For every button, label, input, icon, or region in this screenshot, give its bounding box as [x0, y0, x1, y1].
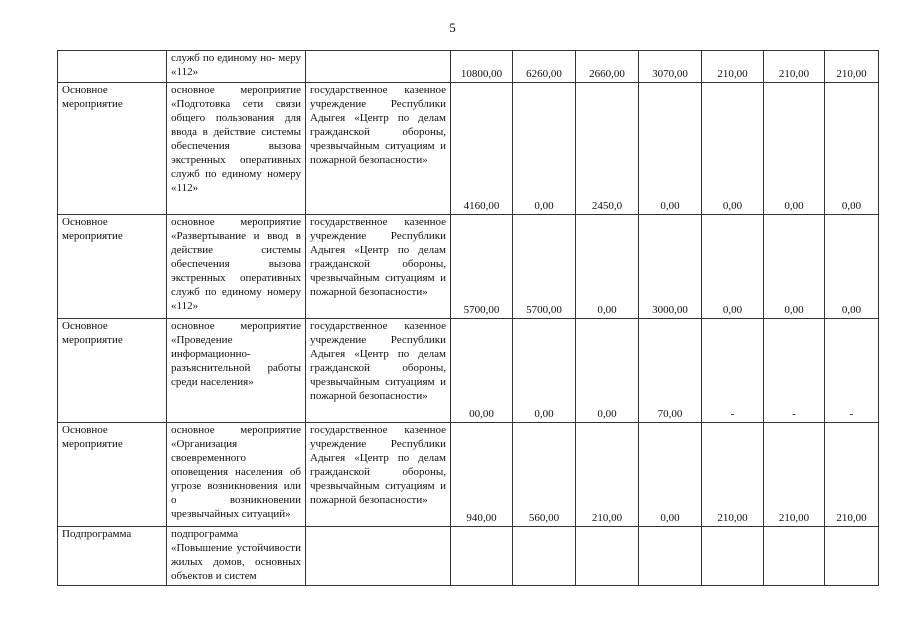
row-value-cell: - — [702, 319, 764, 423]
table-row — [58, 51, 879, 83]
row-executor-cell: государственное казенное учреждение Республики Адыгея «Центр по делам гражданской обороны, чрезвычайным ситуациям и пожарной безопасности» — [306, 423, 451, 527]
table-row — [58, 215, 879, 319]
row-value-cell: 2450,0 — [576, 83, 639, 215]
row-value-cell — [576, 527, 639, 586]
row-value-cell: 5700,00 — [451, 215, 513, 319]
row-value-cell: 10800,00 — [451, 51, 513, 83]
row-value-cell: - — [825, 319, 879, 423]
row-description-cell: основное мероприятие «Развертывание и ввод в действие системы обеспечения вызова экстренных оперативных служб по единому номеру «112» — [167, 215, 306, 319]
row-value-cell: 210,00 — [825, 423, 879, 527]
row-description-cell: основное мероприятие «Организация своевременного оповещения населения об угрозе возникновения или о возникновении чрезвычайных ситуаций» — [167, 423, 306, 527]
row-value-cell: 940,00 — [451, 423, 513, 527]
row-value-cell — [702, 527, 764, 586]
row-description-cell: подпрограмма «Повышение устойчивости жилых домов, основных объектов и систем — [167, 527, 306, 586]
row-type-cell: Подпрограмма — [58, 527, 167, 586]
row-type-cell: Основное мероприятие — [58, 423, 167, 527]
table-row — [58, 319, 879, 423]
row-value-cell: 6260,00 — [513, 51, 576, 83]
row-executor-cell — [306, 51, 451, 83]
row-type-cell: Основное мероприятие — [58, 83, 167, 215]
row-value-cell: 0,00 — [639, 423, 702, 527]
row-executor-cell — [306, 527, 451, 586]
row-type-cell: Основное мероприятие — [58, 215, 167, 319]
row-value-cell: 560,00 — [513, 423, 576, 527]
row-value-cell: 70,00 — [639, 319, 702, 423]
row-value-cell: 210,00 — [702, 423, 764, 527]
row-value-cell: 210,00 — [576, 423, 639, 527]
row-value-cell: 0,00 — [513, 83, 576, 215]
row-value-cell: 210,00 — [825, 51, 879, 83]
row-description-cell: основное мероприятие «Подготовка сети связи общего пользования для ввода в действие системы обеспечения вызова экстренных оперативных служб по единому номеру «112» — [167, 83, 306, 215]
row-value-cell: 3000,00 — [639, 215, 702, 319]
row-value-cell: 0,00 — [702, 83, 764, 215]
row-value-cell: 00,00 — [451, 319, 513, 423]
row-value-cell — [825, 527, 879, 586]
row-description-cell: основное мероприятие «Проведение информационно-разъяснительной работы среди населения» — [167, 319, 306, 423]
row-value-cell: 3070,00 — [639, 51, 702, 83]
row-value-cell: - — [764, 319, 825, 423]
table-body — [58, 51, 879, 586]
row-value-cell: 0,00 — [825, 215, 879, 319]
row-value-cell: 0,00 — [639, 83, 702, 215]
row-value-cell: 5700,00 — [513, 215, 576, 319]
table-row — [58, 423, 879, 527]
page-number: 5 — [449, 20, 456, 35]
row-value-cell: 0,00 — [764, 83, 825, 215]
row-type-cell — [58, 51, 167, 83]
row-executor-cell: государственное казенное учреждение Республики Адыгея «Центр по делам гражданской обороны, чрезвычайным ситуациям и пожарной безопасности» — [306, 83, 451, 215]
table-row — [58, 527, 879, 586]
row-value-cell: 210,00 — [764, 423, 825, 527]
row-value-cell: 0,00 — [513, 319, 576, 423]
row-value-cell — [764, 527, 825, 586]
row-executor-cell: государственное казенное учреждение Республики Адыгея «Центр по делам гражданской обороны, чрезвычайным ситуациям и пожарной безопасности» — [306, 215, 451, 319]
budget-table — [57, 50, 879, 586]
row-value-cell — [513, 527, 576, 586]
row-value-cell: 210,00 — [702, 51, 764, 83]
table-row — [58, 83, 879, 215]
row-value-cell: 4160,00 — [451, 83, 513, 215]
row-value-cell — [451, 527, 513, 586]
row-value-cell: 0,00 — [764, 215, 825, 319]
row-value-cell: 0,00 — [576, 215, 639, 319]
row-value-cell: 0,00 — [825, 83, 879, 215]
row-value-cell — [639, 527, 702, 586]
row-value-cell: 210,00 — [764, 51, 825, 83]
row-value-cell: 0,00 — [702, 215, 764, 319]
row-value-cell: 0,00 — [576, 319, 639, 423]
row-type-cell: Основное мероприятие — [58, 319, 167, 423]
row-value-cell: 2660,00 — [576, 51, 639, 83]
row-executor-cell: государственное казенное учреждение Республики Адыгея «Центр по делам гражданской обороны, чрезвычайным ситуациям и пожарной безопасности» — [306, 319, 451, 423]
row-description-cell: служб по единому но- меру «112» — [167, 51, 306, 83]
